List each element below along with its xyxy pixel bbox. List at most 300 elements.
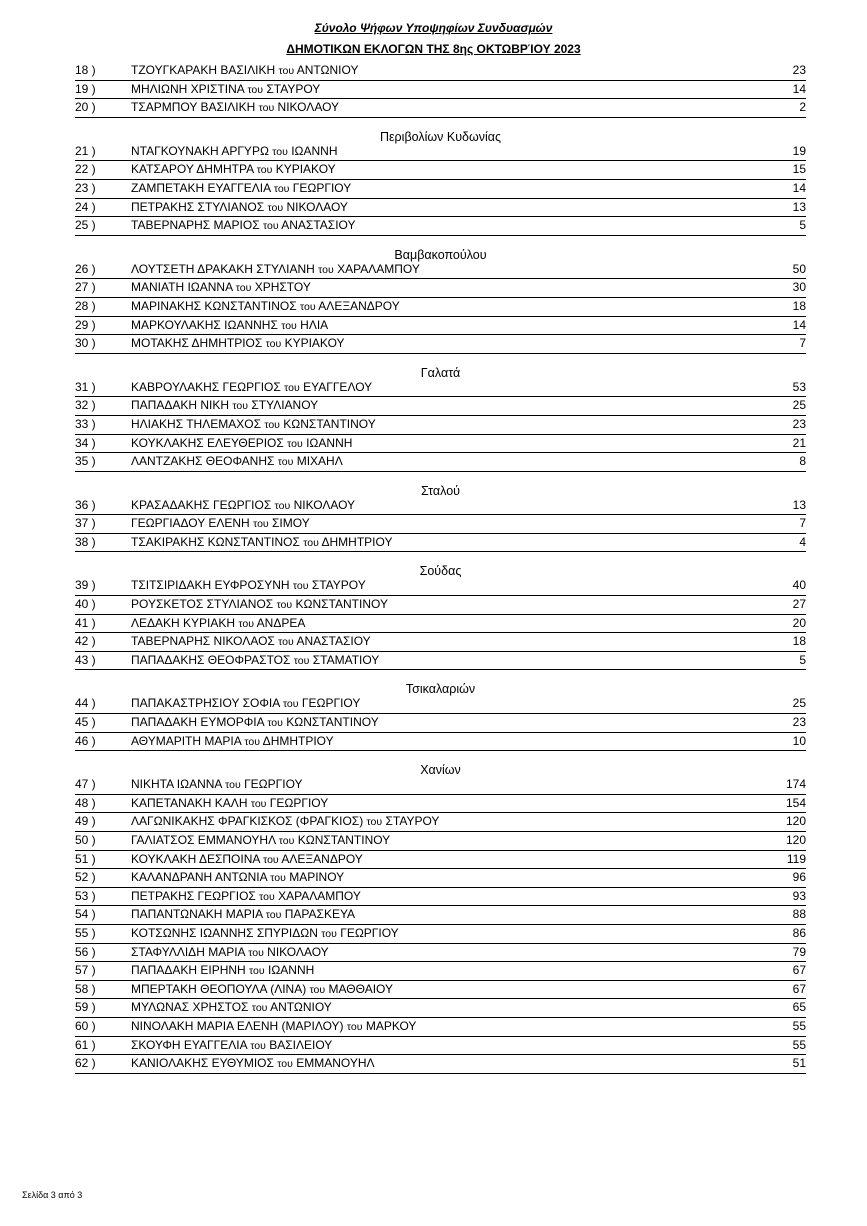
tou-word: του: [366, 816, 383, 829]
candidate-name: [131, 180, 351, 198]
table-row: [75, 217, 806, 236]
father-name: ΚΩΝΣΤΑΝΤΙΝΟΥ: [286, 715, 379, 730]
candidate-name: [131, 261, 420, 279]
candidate-surname-given: ΓΕΩΡΓΙΑΔΟΥ ΕΛΕΝΗ: [131, 516, 250, 531]
group-header: Περιβολίων Κυδωνίας: [379, 129, 502, 144]
candidate-surname-given: ΣΚΟΥΦΗ ΕΥΑΓΓΕΛΙΑ: [131, 1037, 247, 1052]
tou-word: του: [267, 717, 283, 730]
row-number: 28 ): [75, 298, 96, 313]
father-name: ΚΩΝΣΤΑΝΤΙΝΟΥ: [297, 833, 391, 847]
father-name: ΑΝΤΩΝΙΟΥ: [296, 63, 359, 77]
row-number: 62 ): [75, 1056, 96, 1071]
table-row: [75, 1018, 806, 1037]
candidate-surname-given: ΣΤΑΦΥΛΛΙΔΗ ΜΑΡΙΑ: [131, 944, 245, 959]
tou-word: του: [346, 1020, 363, 1033]
father-name: ΜΙΧΑΗΛ: [296, 454, 343, 469]
page-footer: Σελίδα 3 από 3: [22, 1190, 83, 1200]
vote-count: 7: [799, 336, 806, 351]
candidate-name: [131, 962, 314, 980]
row-number: 51 ): [75, 851, 96, 866]
tou-word: του: [259, 890, 275, 903]
vote-count: 119: [786, 851, 806, 866]
candidate-surname-given: ΚΑΝΙΟΛΑΚΗΣ ΕΥΘΥΜΙΟΣ: [131, 1056, 274, 1071]
row-number: 60 ): [75, 1018, 96, 1033]
row-number: 48 ): [75, 795, 96, 810]
candidate-name: [131, 633, 371, 651]
row-number: 54 ): [75, 907, 96, 922]
father-name: ΣΤΑΥΡΟΥ: [311, 578, 366, 593]
candidate-name: [131, 62, 358, 80]
tou-word: του: [277, 1058, 293, 1071]
candidate-surname-given: ΝΙΚΗΤΑ ΙΩΑΝΝΑ: [131, 777, 222, 792]
table-row: [75, 962, 806, 981]
father-name: ΧΡΗΣΤΟΥ: [254, 280, 311, 295]
row-number: 21 ): [75, 143, 96, 158]
row-number: 35 ): [75, 454, 96, 469]
row-number: 32 ): [75, 398, 96, 413]
tou-word: του: [248, 946, 264, 959]
group-header: Σούδας: [419, 564, 462, 579]
father-name: ΚΥΡΙΑΚΟΥ: [284, 336, 345, 351]
table-row: [75, 925, 806, 944]
table-row: [75, 596, 806, 615]
results-table: [75, 62, 806, 1074]
table-row: [75, 99, 806, 118]
candidate-surname-given: ΠΑΠΑΚΑΣΤΡΗΣΙΟΥ ΣΟΦΙΑ: [131, 696, 280, 711]
vote-count: 13: [792, 497, 806, 512]
candidate-surname-given: ΜΑΝΙΑΤΗ ΙΩΑΝΝΑ: [131, 280, 233, 295]
table-row: [75, 298, 806, 317]
table-row: [75, 851, 806, 870]
candidate-name: [131, 652, 379, 670]
row-number: 43 ): [75, 652, 96, 667]
table-row: [75, 776, 806, 795]
candidate-surname-given: ΤΣΑΡΜΠΟΥ ΒΑΣΙΛΙΚΗ: [131, 100, 256, 115]
candidate-surname-given: ΤΑΒΕΡΝΑΡΗΣ ΝΙΚΟΛΑΟΣ: [131, 634, 275, 649]
tou-word: του: [278, 65, 295, 77]
father-name: ΝΙΚΟΛΑΟΥ: [267, 944, 329, 959]
father-name: ΜΑΡΙΝΟΥ: [289, 870, 345, 885]
candidate-name: [131, 1055, 375, 1073]
row-number: 46 ): [75, 733, 96, 748]
group-header: Χανίων: [420, 763, 461, 778]
vote-count: 7: [799, 516, 806, 531]
candidate-surname-given: ΤΖΟΥΓΚΑΡΑΚΗ ΒΑΣΙΛΙΚΗ: [131, 63, 276, 77]
vote-count: 15: [792, 162, 806, 177]
row-number: 58 ): [75, 981, 96, 996]
table-row: [75, 497, 806, 516]
candidate-surname-given: ΤΣΑΚΙΡΑΚΗΣ ΚΩΝΣΤΑΝΤΙΝΟΣ: [131, 534, 300, 549]
candidate-name: [131, 199, 348, 217]
father-name: ΣΙΜΟΥ: [272, 516, 310, 531]
tou-word: του: [292, 580, 309, 593]
table-row: [75, 279, 806, 298]
candidate-name: [131, 161, 336, 179]
vote-count: 86: [792, 925, 806, 940]
father-name: ΣΤΥΛΙΑΝΟΥ: [251, 398, 319, 413]
row-number: 24 ): [75, 199, 96, 214]
father-name: ΣΤΑΜΑΤΙΟΥ: [312, 652, 380, 667]
table-row: [75, 143, 806, 162]
candidate-surname-given: ΠΑΠΑΔΑΚΗ ΕΥΜΟΡΦΙΑ: [131, 715, 264, 730]
candidate-name: [131, 925, 399, 943]
table-row: [75, 1055, 806, 1074]
table-row: [75, 317, 806, 336]
tou-word: του: [262, 220, 279, 233]
tou-word: του: [293, 654, 310, 667]
table-row: [75, 652, 806, 671]
row-number: 34 ): [75, 435, 96, 450]
vote-count: 14: [792, 180, 806, 195]
candidate-surname-given: ΓΑΛΙΑΤΣΟΣ ΕΜΜΑΝΟΥΗΛ: [131, 833, 276, 847]
table-row: [75, 416, 806, 435]
table-row: [75, 944, 806, 963]
vote-count: 13: [792, 199, 806, 214]
vote-count: 67: [792, 981, 806, 996]
tou-word: του: [278, 636, 294, 649]
candidate-surname-given: ΤΣΙΤΣΙΡΙΔΑΚΗ ΕΥΦΡΟΣΥΝΗ: [131, 578, 290, 593]
father-name: ΑΛΕΞΑΝΔΡΟΥ: [318, 298, 400, 313]
father-name: ΔΗΜΗΤΡΙΟΥ: [262, 733, 334, 748]
father-name: ΙΩΑΝΝΗ: [267, 963, 315, 978]
row-number: 27 ): [75, 280, 96, 295]
table-row: [75, 813, 806, 832]
candidate-surname-given: ΝΤΑΓΚΟΥΝΑΚΗ ΑΡΓΥΡΩ: [131, 143, 269, 158]
vote-count: 25: [792, 696, 806, 711]
candidate-name: [131, 497, 355, 515]
father-name: ΚΩΝΣΤΑΝΤΙΝΟΥ: [283, 416, 376, 431]
candidate-name: [131, 317, 328, 335]
tou-word: του: [270, 872, 286, 885]
vote-count: 4: [799, 534, 806, 549]
candidate-name: [131, 981, 393, 999]
vote-count: 55: [792, 1018, 806, 1033]
row-number: 40 ): [75, 597, 96, 612]
candidate-surname-given: ΜΟΤΑΚΗΣ ΔΗΜΗΤΡΙΟΣ: [131, 336, 263, 351]
row-number: 26 ): [75, 261, 96, 276]
candidate-name: [131, 397, 318, 415]
father-name: ΑΝΤΩΝΙΟΥ: [270, 1000, 332, 1015]
table-row: [75, 161, 806, 180]
row-number: 31 ): [75, 379, 96, 394]
row-number: 42 ): [75, 634, 96, 649]
vote-count: 55: [792, 1037, 806, 1052]
vote-count: 120: [785, 814, 806, 829]
father-name: ΚΩΝΣΤΑΝΤΙΝΟΥ: [295, 597, 388, 612]
candidate-name: [131, 335, 345, 353]
vote-count: 88: [792, 907, 806, 922]
row-number: 38 ): [75, 534, 96, 549]
tou-word: του: [256, 164, 273, 177]
father-name: ΚΥΡΙΑΚΟΥ: [275, 162, 336, 177]
row-number: 44 ): [75, 696, 96, 711]
candidate-name: [131, 795, 328, 813]
tou-word: του: [258, 102, 275, 115]
vote-count: 23: [792, 715, 806, 730]
table-row: [75, 615, 806, 634]
tou-word: του: [281, 319, 297, 332]
row-number: 36 ): [75, 497, 96, 512]
candidate-name: [131, 851, 363, 869]
candidate-surname-given: ΠΑΠΑΔΑΚΗΣ ΘΕΟΦΡΑΣΤΟΣ: [131, 652, 291, 667]
table-row: [75, 379, 806, 398]
candidate-name: [131, 1018, 416, 1036]
candidate-surname-given: ΜΑΡΚΟΥΛΑΚΗΣ ΙΩΑΝΝΗΣ: [131, 317, 278, 332]
tou-word: του: [300, 300, 316, 313]
table-row: [75, 534, 806, 553]
table-row: [75, 515, 806, 534]
candidate-surname-given: ΚΑΒΡΟΥΛΑΚΗΣ ΓΕΩΡΓΙΟΣ: [131, 379, 281, 394]
candidate-surname-given: ΛΟΥΤΣΕΤΗ ΔΡΑΚΑΚΗ ΣΤΥΛΙΑΝΗ: [131, 261, 315, 276]
tou-word: του: [318, 263, 334, 276]
candidate-surname-given: ΚΡΑΣΑΔΑΚΗΣ ΓΕΩΡΓΙΟΣ: [131, 497, 272, 512]
father-name: ΣΤΑΥΡΟΥ: [385, 814, 440, 829]
candidate-surname-given: ΠΑΠΑΝΤΩΝΑΚΗ ΜΑΡΙΑ: [131, 907, 263, 922]
document-subtitle: ΔΗΜΟΤΙΚΩΝ ΕΚΛΟΓΩΝ ΤΗΣ 8ης ΟΚΤΩΒΡΊΟΥ 2023: [286, 42, 581, 56]
group-header: Βαμβακοπούλου: [394, 247, 487, 262]
row-number: 59 ): [75, 1000, 96, 1015]
row-number: 33 ): [75, 416, 96, 431]
tou-word: του: [276, 599, 293, 612]
father-name: ΕΥΑΓΓΕΛΟΥ: [303, 379, 373, 394]
candidate-surname-given: ΛΑΝΤΖΑΚΗΣ ΘΕΟΦΑΝΗΣ: [131, 454, 275, 469]
candidate-surname-given: ΡΟΥΣΚΕΤΟΣ ΣΤΥΛΙΑΝΟΣ: [131, 597, 274, 612]
row-number: 49 ): [75, 814, 96, 829]
vote-count: 21: [792, 435, 806, 450]
table-row: [75, 888, 806, 907]
candidate-name: [131, 944, 329, 962]
father-name: ΓΕΩΡΓΙΟΥ: [244, 777, 303, 792]
vote-count: 53: [792, 379, 806, 394]
tou-word: του: [265, 338, 282, 351]
candidate-surname-given: ΚΟΥΚΛΑΚΗ ΔΕΣΠΟΙΝΑ: [131, 851, 260, 866]
tou-word: του: [274, 499, 291, 512]
vote-count: 14: [792, 81, 806, 96]
tou-word: του: [309, 983, 326, 996]
candidate-surname-given: ΠΕΤΡΑΚΗΣ ΣΤΥΛΙΑΝΟΣ: [131, 199, 265, 214]
father-name: ΔΗΜΗΤΡΙΟΥ: [321, 534, 393, 549]
vote-count: 27: [792, 597, 806, 612]
candidate-name: [131, 596, 388, 614]
table-row: [75, 832, 806, 851]
candidate-name: [131, 435, 352, 453]
candidate-name: [131, 615, 305, 633]
tou-word: του: [264, 418, 280, 431]
row-number: 56 ): [75, 944, 96, 959]
tou-word: του: [225, 779, 241, 792]
tou-word: του: [273, 182, 290, 195]
father-name: ΝΙΚΟΛΑΟΥ: [277, 100, 340, 115]
row-number: 20 ): [75, 100, 96, 115]
candidate-surname-given: ΜΥΛΩΝΑΣ ΧΡΗΣΤΟΣ: [131, 1000, 249, 1015]
table-row: [75, 397, 806, 416]
vote-count: 50: [792, 261, 806, 276]
candidate-surname-given: ΠΕΤΡΑΚΗΣ ΓΕΩΡΓΙΟΣ: [131, 888, 256, 903]
tou-word: του: [232, 400, 248, 413]
candidate-surname-given: ΚΑΛΑΝΔΡΑΝΗ ΑΝΤΩΝΙΑ: [131, 870, 267, 885]
row-number: 41 ): [75, 615, 96, 630]
candidate-name: [131, 832, 390, 850]
vote-count: 10: [792, 733, 806, 748]
table-row: [75, 261, 806, 280]
tou-word: του: [250, 1039, 266, 1052]
tou-word: του: [278, 835, 295, 847]
vote-count: 23: [792, 416, 806, 431]
candidate-name: [131, 577, 366, 595]
table-row: [75, 199, 806, 218]
father-name: ΜΑΡΚΟΥ: [365, 1018, 417, 1033]
row-number: 39 ): [75, 578, 96, 593]
tou-word: του: [251, 1002, 268, 1015]
candidate-name: [131, 143, 338, 161]
table-row: [75, 81, 806, 100]
candidate-name: [131, 906, 355, 924]
row-number: 50 ): [75, 833, 96, 847]
candidate-name: [131, 869, 344, 887]
table-row: [75, 714, 806, 733]
row-number: 23 ): [75, 180, 96, 195]
candidate-name: [131, 695, 360, 713]
candidate-surname-given: ΜΑΡΙΝΑΚΗΣ ΚΩΝΣΤΑΝΤΙΝΟΣ: [131, 298, 297, 313]
vote-count: 5: [799, 652, 806, 667]
tou-word: του: [287, 437, 303, 450]
tou-word: του: [277, 456, 294, 469]
candidate-surname-given: ΤΑΒΕΡΝΑΡΗΣ ΜΑΡΙΟΣ: [131, 218, 260, 233]
vote-count: 19: [792, 143, 806, 158]
father-name: ΝΙΚΟΛΑΟΥ: [286, 199, 348, 214]
vote-count: 14: [792, 317, 806, 332]
tou-word: του: [238, 617, 254, 630]
tou-word: του: [244, 735, 260, 748]
candidate-name: [131, 515, 310, 533]
row-number: 37 ): [75, 516, 96, 531]
table-row: [75, 999, 806, 1018]
candidate-surname-given: ΚΑΤΣΑΡΟΥ ΔΗΜΗΤΡΑ: [131, 162, 254, 177]
table-row: [75, 733, 806, 752]
candidate-name: [131, 453, 343, 471]
tou-word: του: [265, 909, 282, 922]
table-row: [75, 869, 806, 888]
table-row: [75, 453, 806, 472]
row-number: 18 ): [75, 63, 96, 77]
father-name: ΓΕΩΡΓΙΟΥ: [340, 925, 399, 940]
candidate-surname-given: ΖΑΜΠΕΤΑΚΗ ΕΥΑΓΓΕΛΙΑ: [131, 180, 271, 195]
row-number: 52 ): [75, 870, 96, 885]
tou-word: του: [282, 698, 299, 711]
father-name: ΑΝΑΣΤΑΣΙΟΥ: [281, 218, 356, 233]
father-name: ΧΑΡΑΛΑΜΠΟΥ: [337, 261, 420, 276]
group-header: Γαλατά: [420, 365, 461, 380]
father-name: ΙΩΑΝΝΗ: [306, 435, 353, 450]
table-row: [75, 1037, 806, 1056]
candidate-name: [131, 217, 356, 235]
table-row: [75, 633, 806, 652]
row-number: 29 ): [75, 317, 96, 332]
vote-count: 93: [792, 888, 806, 903]
vote-count: 40: [792, 578, 806, 593]
tou-word: του: [235, 282, 252, 295]
vote-count: 25: [792, 398, 806, 413]
candidate-surname-given: ΑΘΥΜΑΡΙΤΗ ΜΑΡΙΑ: [131, 733, 242, 748]
row-number: 55 ): [75, 925, 96, 940]
father-name: ΣΤΑΥΡΟΥ: [266, 81, 321, 96]
candidate-name: [131, 813, 439, 831]
father-name: ΑΝΑΣΤΑΣΙΟΥ: [296, 634, 371, 649]
vote-count: 20: [792, 615, 806, 630]
father-name: ΠΑΡΑΣΚΕΥΑ: [284, 907, 356, 922]
candidate-name: [131, 1037, 332, 1055]
vote-count: 79: [792, 944, 806, 959]
candidate-name: [131, 999, 332, 1017]
vote-count: 154: [785, 795, 806, 810]
row-number: 19 ): [75, 81, 96, 96]
father-name: ΓΕΩΡΓΙΟΥ: [292, 180, 352, 195]
candidate-surname-given: ΗΛΙΑΚΗΣ ΤΗΛΕΜΑΧΟΣ: [131, 416, 261, 431]
candidate-surname-given: ΛΕΔΑΚΗ ΚΥΡΙΑΚΗ: [131, 615, 236, 630]
candidate-surname-given: ΠΑΠΑΔΑΚΗ ΝΙΚΗ: [131, 398, 230, 413]
table-row: [75, 435, 806, 454]
table-row: [75, 981, 806, 1000]
father-name: ΑΝΔΡΕΑ: [256, 615, 306, 630]
candidate-name: [131, 534, 392, 552]
tou-word: του: [284, 381, 300, 394]
row-number: 61 ): [75, 1037, 96, 1052]
father-name: ΑΛΕΞΑΝΔΡΟΥ: [281, 851, 363, 866]
vote-count: 30: [792, 280, 806, 295]
candidate-name: [131, 888, 361, 906]
candidate-name: [131, 776, 303, 794]
table-row: [75, 577, 806, 596]
group-header: Σταλού: [421, 483, 460, 498]
row-number: 25 ): [75, 218, 96, 233]
candidate-name: [131, 416, 376, 434]
tou-word: του: [267, 201, 284, 214]
tou-word: του: [272, 145, 288, 158]
vote-count: 67: [792, 963, 806, 978]
candidate-name: [131, 714, 379, 732]
table-row: [75, 695, 806, 714]
vote-count: 174: [785, 777, 806, 792]
row-number: 53 ): [75, 888, 96, 903]
candidate-surname-given: ΜΗΛΙΩΝΗ ΧΡΙΣΤΙΝΑ: [131, 81, 245, 96]
table-row: [75, 795, 806, 814]
vote-count: 96: [792, 870, 806, 885]
candidate-surname-given: ΚΑΠΕΤΑΝΑΚΗ ΚΑΛΗ: [131, 795, 248, 810]
candidate-surname-given: ΚΟΥΚΛΑΚΗΣ ΕΛΕΥΘΕΡΙΟΣ: [131, 435, 284, 450]
row-number: 47 ): [75, 777, 96, 792]
father-name: ΓΕΩΡΓΙΟΥ: [269, 795, 329, 810]
vote-count: 8: [799, 454, 806, 469]
father-name: ΧΑΡΑΛΑΜΠΟΥ: [278, 888, 361, 903]
vote-count: 2: [799, 100, 806, 115]
father-name: ΗΛΙΑ: [300, 317, 329, 332]
candidate-name: [131, 379, 372, 397]
father-name: ΙΩΑΝΝΗ: [291, 143, 338, 158]
vote-count: 120: [785, 833, 806, 847]
vote-count: 23: [792, 63, 806, 77]
father-name: ΓΕΩΡΓΙΟΥ: [301, 696, 361, 711]
candidate-surname-given: ΛΑΓΩΝΙΚΑΚΗΣ ΦΡΑΓΚΙΣΚΟΣ (ΦΡΑΓΚΙΟΣ): [131, 814, 364, 829]
candidate-name: [131, 279, 311, 297]
tou-word: του: [247, 83, 264, 96]
group-header: Τσικαλαριών: [405, 682, 476, 697]
table-row: [75, 335, 806, 354]
candidate-surname-given: ΜΠΕΡΤΑΚΗ ΘΕΟΠΟΥΛΑ (ΛΙΝΑ): [131, 981, 307, 996]
table-row: [75, 62, 806, 81]
document-title: Σύνολο Ψήφων Υποψηφίων Συνδυασμών: [314, 21, 553, 35]
candidate-surname-given: ΝΙΝΟΛΑΚΗ ΜΑΡΙΑ ΕΛΕΝΗ (ΜΑΡΙΛΟΥ): [131, 1018, 344, 1033]
candidate-name: [131, 99, 339, 117]
